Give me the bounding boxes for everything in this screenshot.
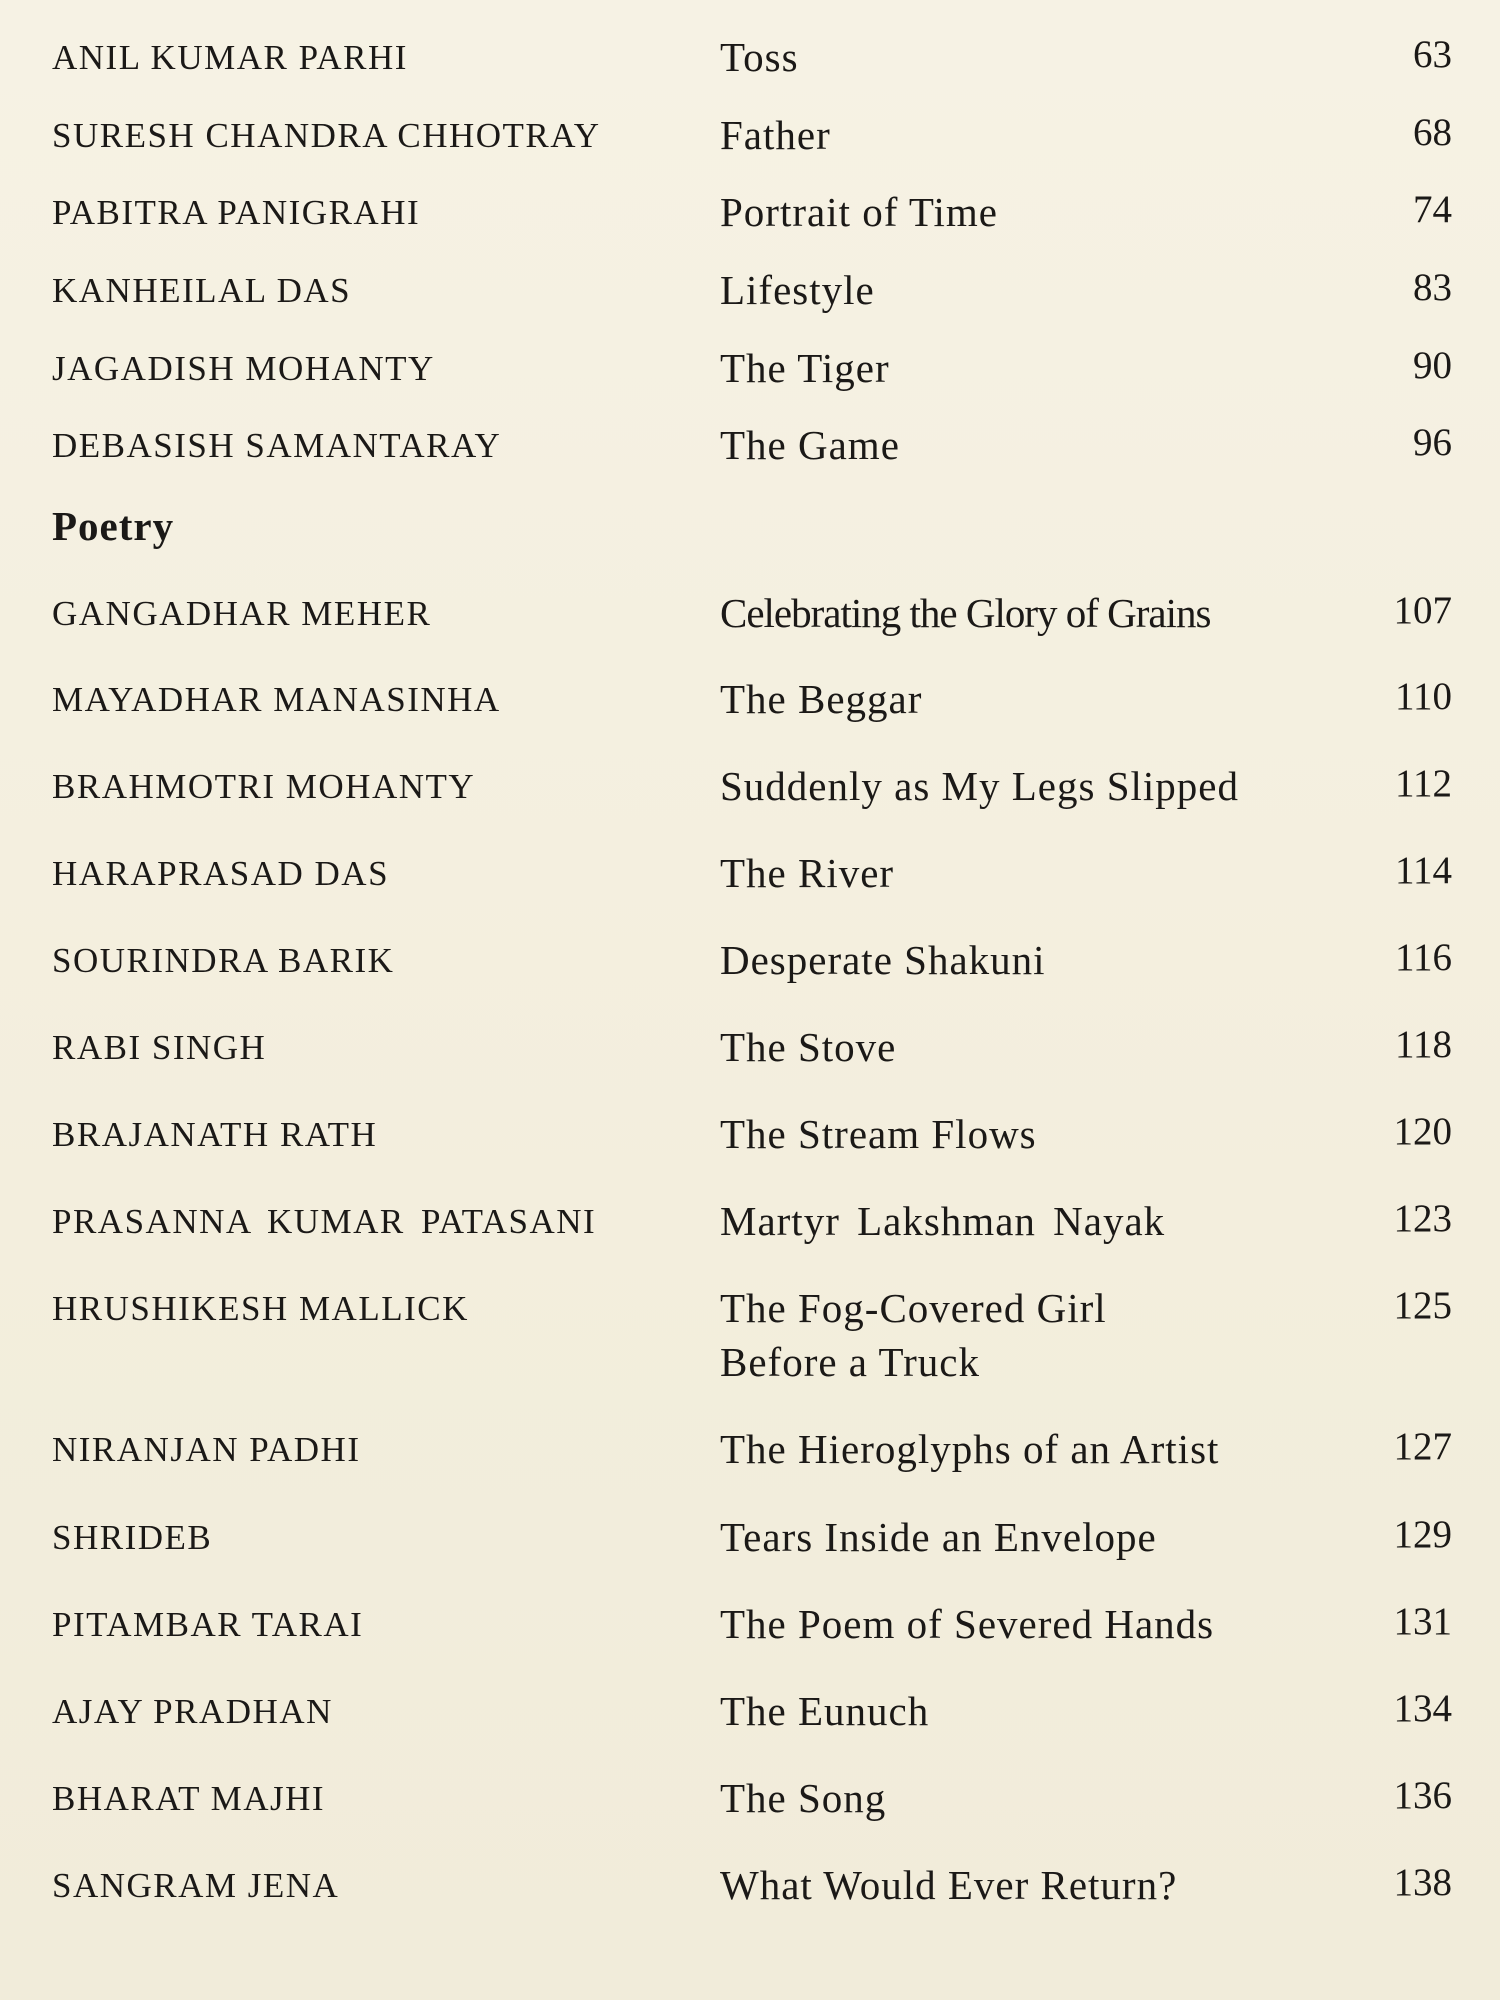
entry-title-line-2: Before a Truck [720,1339,980,1385]
entry-author: SHRIDEB [52,1518,213,1557]
entry-title: The Beggar [720,676,923,722]
entry-page-number: 83 [1413,266,1452,309]
entry-title: Lifestyle [720,267,875,313]
entry-page-number: 125 [1393,1284,1452,1327]
entry-author: KANHEILAL DAS [52,271,352,310]
entry-author: MAYADHAR MANASINHA [52,680,501,719]
entry-page-number: 131 [1393,1600,1452,1643]
entry-author: HRUSHIKESH MALLICK [52,1289,469,1328]
entry-title: The Hieroglyphs of an Artist [720,1426,1220,1472]
entry-author: GANGADHAR MEHER [52,594,432,633]
entry-title: The Eunuch [720,1688,930,1734]
entry-page-number: 118 [1394,1023,1452,1066]
entry-page-number: 138 [1393,1861,1452,1904]
entry-title: The Game [720,422,900,468]
entry-page-number: 136 [1393,1774,1452,1817]
entry-author: DEBASISH SAMANTARAY [52,426,502,465]
entry-title: Martyr Lakshman Nayak [720,1198,1166,1244]
entry-title: The Tiger [720,345,890,391]
entry-page-number: 123 [1393,1197,1452,1240]
entry-title: The Song [720,1775,887,1821]
entry-title: What Would Ever Return? [720,1862,1178,1908]
entry-page-number: 114 [1394,849,1452,892]
entry-title: Celebrating the Glory of Grains [720,590,1211,636]
entry-title: Tears Inside an Envelope [720,1514,1157,1560]
entry-title: The River [720,850,895,896]
entry-author: PRASANNA KUMAR PATASANI [52,1202,597,1241]
section-heading-poetry: Poetry [52,503,175,549]
entry-page-number: 74 [1413,188,1452,231]
entry-page-number: 68 [1413,111,1452,154]
entry-title-line-1: The Fog-Covered Girl [720,1285,1107,1331]
entry-title: The Poem of Severed Hands [720,1601,1215,1647]
entry-author: BRAJANATH RATH [52,1115,378,1154]
entry-page-number: 134 [1393,1687,1452,1730]
entry-author: PITAMBAR TARAI [52,1605,364,1644]
entry-title: Suddenly as My Legs Slipped [720,763,1239,809]
entry-page-number: 110 [1394,675,1452,718]
entry-title: The Stove [720,1024,897,1070]
entry-title: Desperate Shakuni [720,937,1046,983]
entry-title: The Stream Flows [720,1111,1037,1157]
entry-author: HARAPRASAD DAS [52,854,390,893]
entry-page-number: 112 [1394,762,1452,805]
entry-author: SANGRAM JENA [52,1866,340,1905]
entry-title: Portrait of Time [720,189,998,235]
entry-page-number: 120 [1393,1110,1452,1153]
entry-author: ANIL KUMAR PARHI [52,38,408,77]
entry-title: Father [720,112,831,158]
entry-page-number: 107 [1393,589,1452,632]
entry-page-number: 116 [1394,936,1452,979]
entry-page-number: 96 [1413,421,1452,464]
entry-title: Toss [720,34,799,80]
entry-author: NIRANJAN PADHI [52,1430,361,1469]
entry-page-number: 63 [1413,33,1452,76]
entry-author: SOURINDRA BARIK [52,941,395,980]
entry-author: SURESH CHANDRA CHHOTRAY [52,116,601,155]
entry-author: BHARAT MAJHI [52,1779,326,1818]
entry-page-number: 129 [1393,1513,1452,1556]
entry-author: RABI SINGH [52,1028,267,1067]
entry-author: BRAHMOTRI MOHANTY [52,767,476,806]
entry-author: PABITRA PANIGRAHI [52,193,421,232]
entry-page-number: 90 [1413,344,1452,387]
entry-author: AJAY PRADHAN [52,1692,333,1731]
entry-page-number: 127 [1393,1425,1452,1468]
entry-author: JAGADISH MOHANTY [52,349,435,388]
